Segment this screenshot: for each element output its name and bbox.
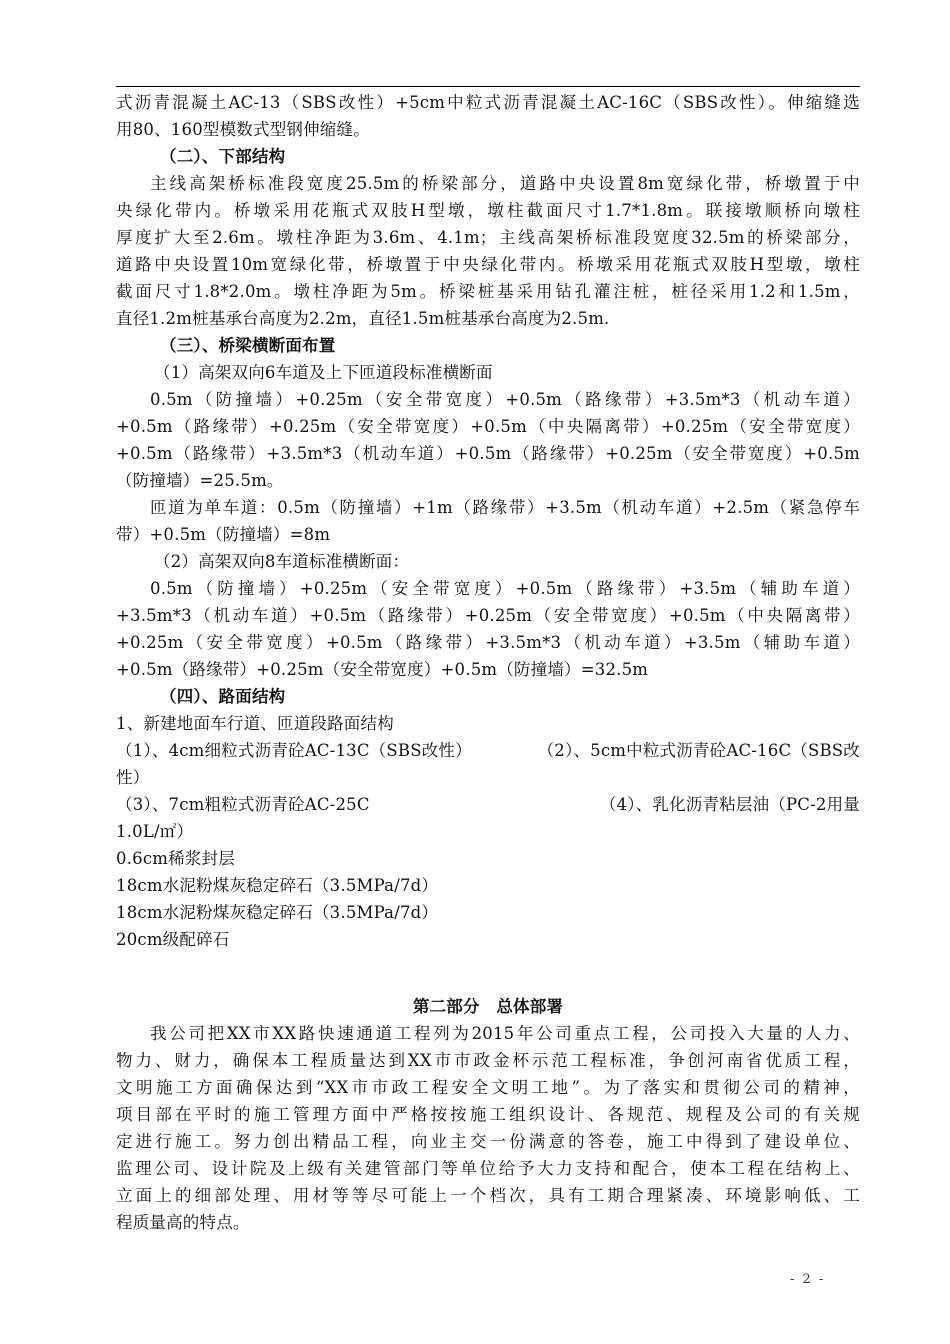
paragraph-line: 央绿化带内。桥墩采用花瓶式双肢H型墩，墩柱截面尺寸1.7*1.8m。联接墩顺桥向墩柱 — [116, 201, 860, 220]
row-left-text: （3）、7cm粗粒式沥青砼AC-25C — [116, 795, 370, 814]
paragraph-line: 18cm水泥粉煤灰稳定碎石（3.5MPa/7d） — [116, 876, 439, 895]
paragraph-line: 截面尺寸1.8*2.0m。墩柱净距为5m。桥梁桩基采用钻孔灌注桩，桩径采用1.2和1.5m， — [116, 282, 860, 301]
paragraph-line: 立面上的细部处理、用材等等尽可能上一个档次，具有工期合理紧凑、环境影响低、工 — [116, 1186, 860, 1205]
paragraph-line: 定进行施工。努力创出精品工程，向业主交一份满意的答卷，施工中得到了建设单位、 — [116, 1132, 860, 1151]
paragraph-line: （2）高架双向8车道标准横断面： — [154, 552, 410, 571]
paragraph-line: 式沥青混凝土AC-13（SBS改性）+5cm中粒式沥青混凝土AC-16C（SBS改性）。伸缩缝选 — [116, 93, 860, 112]
page-number: - 2 - — [790, 1272, 826, 1287]
document-body — [116, 89, 860, 1236]
paragraph-line: 直径1.2m桩基承台高度为2.2m，直径1.5m桩基承台高度为2.5m. — [116, 309, 610, 328]
paragraph-line: 道路中央设置10m宽绿化带，桥墩置于中央绿化带内。桥墩采用花瓶式双肢H型墩，墩柱 — [116, 255, 860, 274]
paragraph-line: +0.5m（路缘带）+0.25m（安全带宽度）+0.5m（防撞墙）=32.5m — [116, 660, 649, 679]
paragraph-line: 性） — [116, 768, 150, 787]
section-heading: （二）、下部结构 — [160, 147, 286, 166]
paragraph-line: （防撞墙）=25.5m。 — [116, 471, 284, 490]
paragraph-line: 0.6cm稀浆封层 — [116, 849, 235, 868]
paragraph-line: 18cm水泥粉煤灰稳定碎石（3.5MPa/7d） — [116, 903, 439, 922]
section-heading: （四）、路面结构 — [160, 687, 286, 706]
paragraph-line: 0.5m（防撞墙）+0.25m（安全带宽度）+0.5m（路缘带）+3.5m*3（机动车道） — [150, 390, 860, 409]
paragraph-line: 带）+0.5m（防撞墙）=8m — [116, 525, 331, 544]
paragraph-line: 我公司把XX市XX路快速通道工程列为2015年公司重点工程，公司投入大量的人力、 — [150, 1024, 860, 1043]
paragraph-line: 0.5m（防撞墙）+0.25m（安全带宽度）+0.5m（路缘带）+3.5m（辅助车道） — [150, 579, 860, 598]
header-rule — [116, 86, 860, 87]
paragraph-line: +0.5m（路缘带）+0.25m（安全带宽度）+0.5m（中央隔离带）+0.25m（安全带宽度） — [116, 417, 860, 436]
paragraph-line: 文明施工方面确保达到“XX市市政工程安全文明工地”。为了落实和贯彻公司的精神， — [116, 1078, 860, 1097]
row-right-text: （2）、5cm中粒式沥青砼AC-16C（SBS改 — [537, 741, 860, 760]
paragraph-line: 1.0L/㎡） — [116, 822, 194, 841]
paragraph-line — [116, 791, 860, 818]
section-heading: （三）、桥梁横断面布置 — [160, 336, 336, 355]
paragraph-line: 程质量高的特点。 — [116, 1213, 250, 1232]
row-right-text: （4）、乳化沥青粘层油（PC-2用量 — [599, 795, 860, 814]
paragraph-line — [116, 737, 860, 764]
paragraph-line: 项目部在平时的施工管理方面中严格按按施工组织设计、各规范、规程及公司的有关规 — [116, 1105, 860, 1124]
section-gap — [116, 953, 860, 993]
paragraph-line: 厚度扩大至2.6m。墩柱净距为3.6m、4.1m；主线高架桥标准段宽度32.5m的桥梁部分， — [116, 228, 860, 247]
paragraph-line: 20cm级配碎石 — [116, 930, 230, 949]
paragraph-line: 1、新建地面车行道、匝道段路面结构 — [116, 714, 394, 733]
paragraph-line: 物力、财力，确保本工程质量达到XX市市政金杯示范工程标准，争创河南省优质工程， — [116, 1051, 860, 1070]
paragraph-line: 匝道为单车道：0.5m（防撞墙）+1m（路缘带）+3.5m（机动车道）+2.5m（紧急停车 — [150, 498, 860, 517]
paragraph-line: +3.5m*3（机动车道）+0.5m（路缘带）+0.25m（安全带宽度）+0.5m（中央隔离带） — [116, 606, 860, 625]
paragraph-line: 监理公司、设计院及上级有关建管部门等单位给予大力支持和配合，使本工程在结构上、 — [116, 1159, 860, 1178]
paragraph-line: +0.25m（安全带宽度）+0.5m（路缘带）+3.5m*3（机动车道）+3.5m（辅助车道） — [116, 633, 860, 652]
part-title: 第二部分 总体部署 — [412, 997, 564, 1016]
paragraph-line: 主线高架桥标准段宽度25.5m的桥梁部分，道路中央设置8m宽绿化带，桥墩置于中 — [150, 174, 860, 193]
paragraph-line: +0.5m（路缘带）+3.5m*3（机动车道）+0.5m（路缘带）+0.25m（安全带宽度）+0.5m — [116, 444, 860, 463]
row-left-text: （1）、4cm细粒式沥青砼AC-13C（SBS改性） — [116, 741, 472, 760]
paragraph-line: （1）高架双向6车道及上下匝道段标准横断面 — [154, 363, 493, 382]
paragraph-line: 用80、160型模数式型钢伸缩缝。 — [116, 120, 370, 139]
